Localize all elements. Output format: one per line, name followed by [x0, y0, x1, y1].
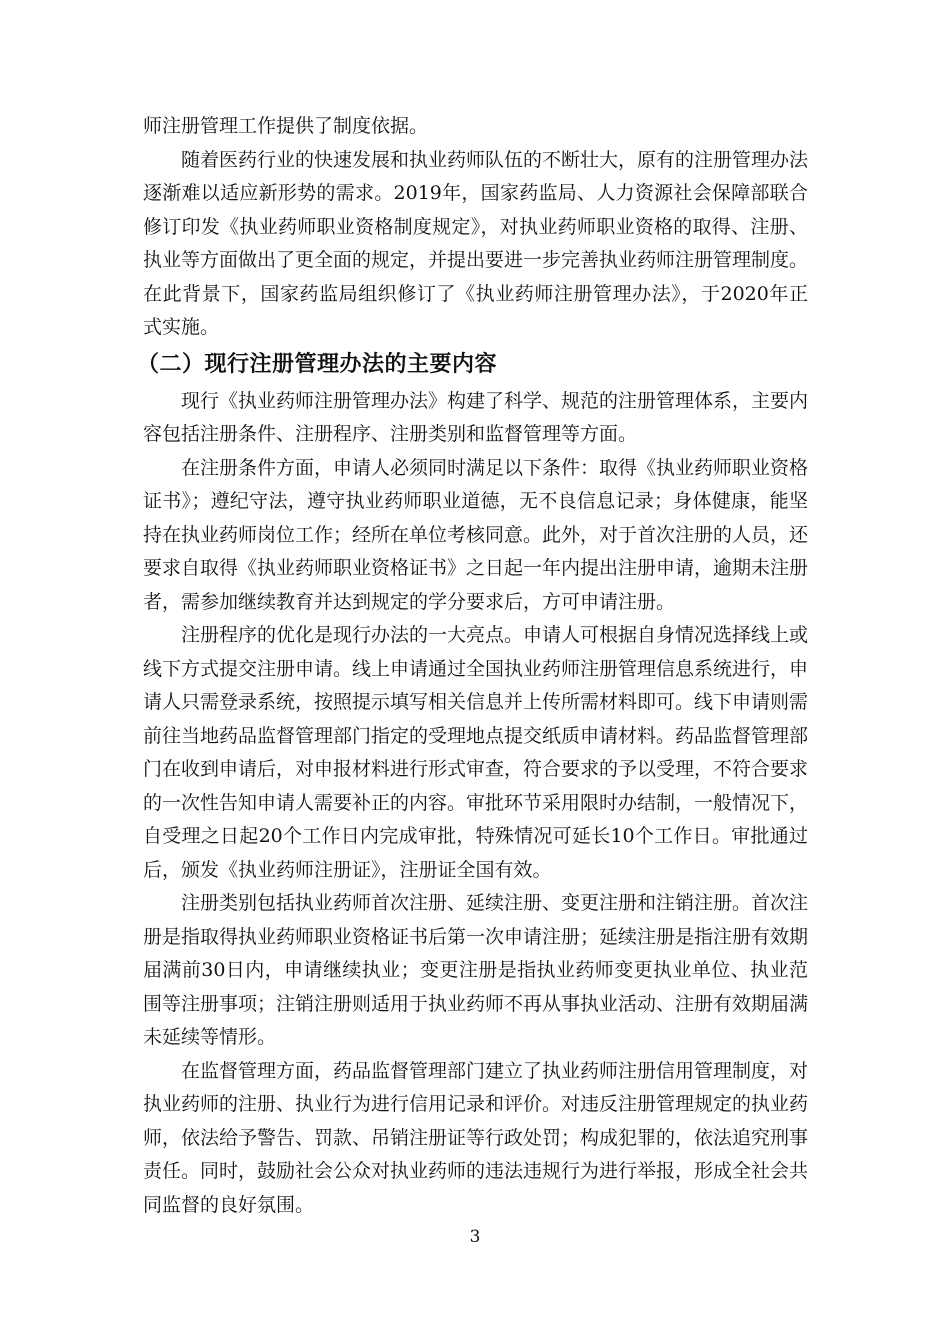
- paragraph-overview: 现行《执业药师注册管理办法》构建了科学、规范的注册管理体系，主要内容包括注册条件、注册程序、注册类别和监督管理等方面。: [143, 389, 809, 445]
- paragraph-continuation: 师注册管理工作提供了制度依据。: [143, 115, 429, 137]
- paragraph-supervision: 在监督管理方面，药品监督管理部门建立了执业药师注册信用管理制度，对执业药师的注册、执业行为进行信用记录和评价。对违反注册管理规定的执业药师，依法给予警告、罚款、吊销注册证等行政处罚；构成犯罪的，依法追究刑事责任。同时，鼓励社会公众对执业药师的违法违规行为进行举报，形成全社会共同监督的良好氛围。: [143, 1059, 809, 1216]
- section-heading: （二）现行注册管理办法的主要内容: [137, 351, 498, 377]
- paragraph-background: 随着医药行业的快速发展和执业药师队伍的不断壮大，原有的注册管理办法逐渐难以适应新形势的需求。2019年，国家药监局、人力资源社会保障部联合修订印发《执业药师职业资格制度规定》，对执业药师职业资格的取得、注册、执业等方面做出了更全面的规定，并提出要进一步完善执业药师注册管理制度。在此背景下，国家药监局组织修订了《执业药师注册管理办法》，于2020年正式实施。: [143, 148, 809, 338]
- paragraph-registration-types: 注册类别包括执业药师首次注册、延续注册、变更注册和注销注册。首次注册是指取得执业药师职业资格证书后第一次申请注册；延续注册是指注册有效期届满前30日内，申请继续执业；变更注册是指执业药师变更执业单位、执业范围等注册事项；注销注册则适用于执业药师不再从事执业活动、注册有效期届满未延续等情形。: [143, 892, 809, 1048]
- document-page: [137, 110, 809, 1222]
- paragraph-registration-conditions: 在注册条件方面，申请人必须同时满足以下条件：取得《执业药师职业资格证书》；遵纪守法，遵守执业药师职业道德，无不良信息记录；身体健康，能坚持在执业药师岗位工作；经所在单位考核同意。此外，对于首次注册的人员，还要求自取得《执业药师职业资格证书》之日起一年内提出注册申请，逾期未注册者，需参加继续教育并达到规定的学分要求后，方可申请注册。: [143, 456, 809, 613]
- paragraph-registration-procedure: 注册程序的优化是现行办法的一大亮点。申请人可根据自身情况选择线上或线下方式提交注册申请。线上申请通过全国执业药师注册管理信息系统进行，申请人只需登录系统，按照提示填写相关信息并上传所需材料即可。线下申请则需前往当地药品监督管理部门指定的受理地点提交纸质申请材料。药品监督管理部门在收到申请后，对申报材料进行形式审查，符合要求的予以受理，不符合要求的一次性告知申请人需要补正的内容。审批环节采用限时办结制，一般情况下，自受理之日起20个工作日内完成审批，特殊情况可延长10个工作日。审批通过后，颁发《执业药师注册证》，注册证全国有效。: [143, 624, 809, 881]
- page-number: 3: [469, 1227, 481, 1247]
